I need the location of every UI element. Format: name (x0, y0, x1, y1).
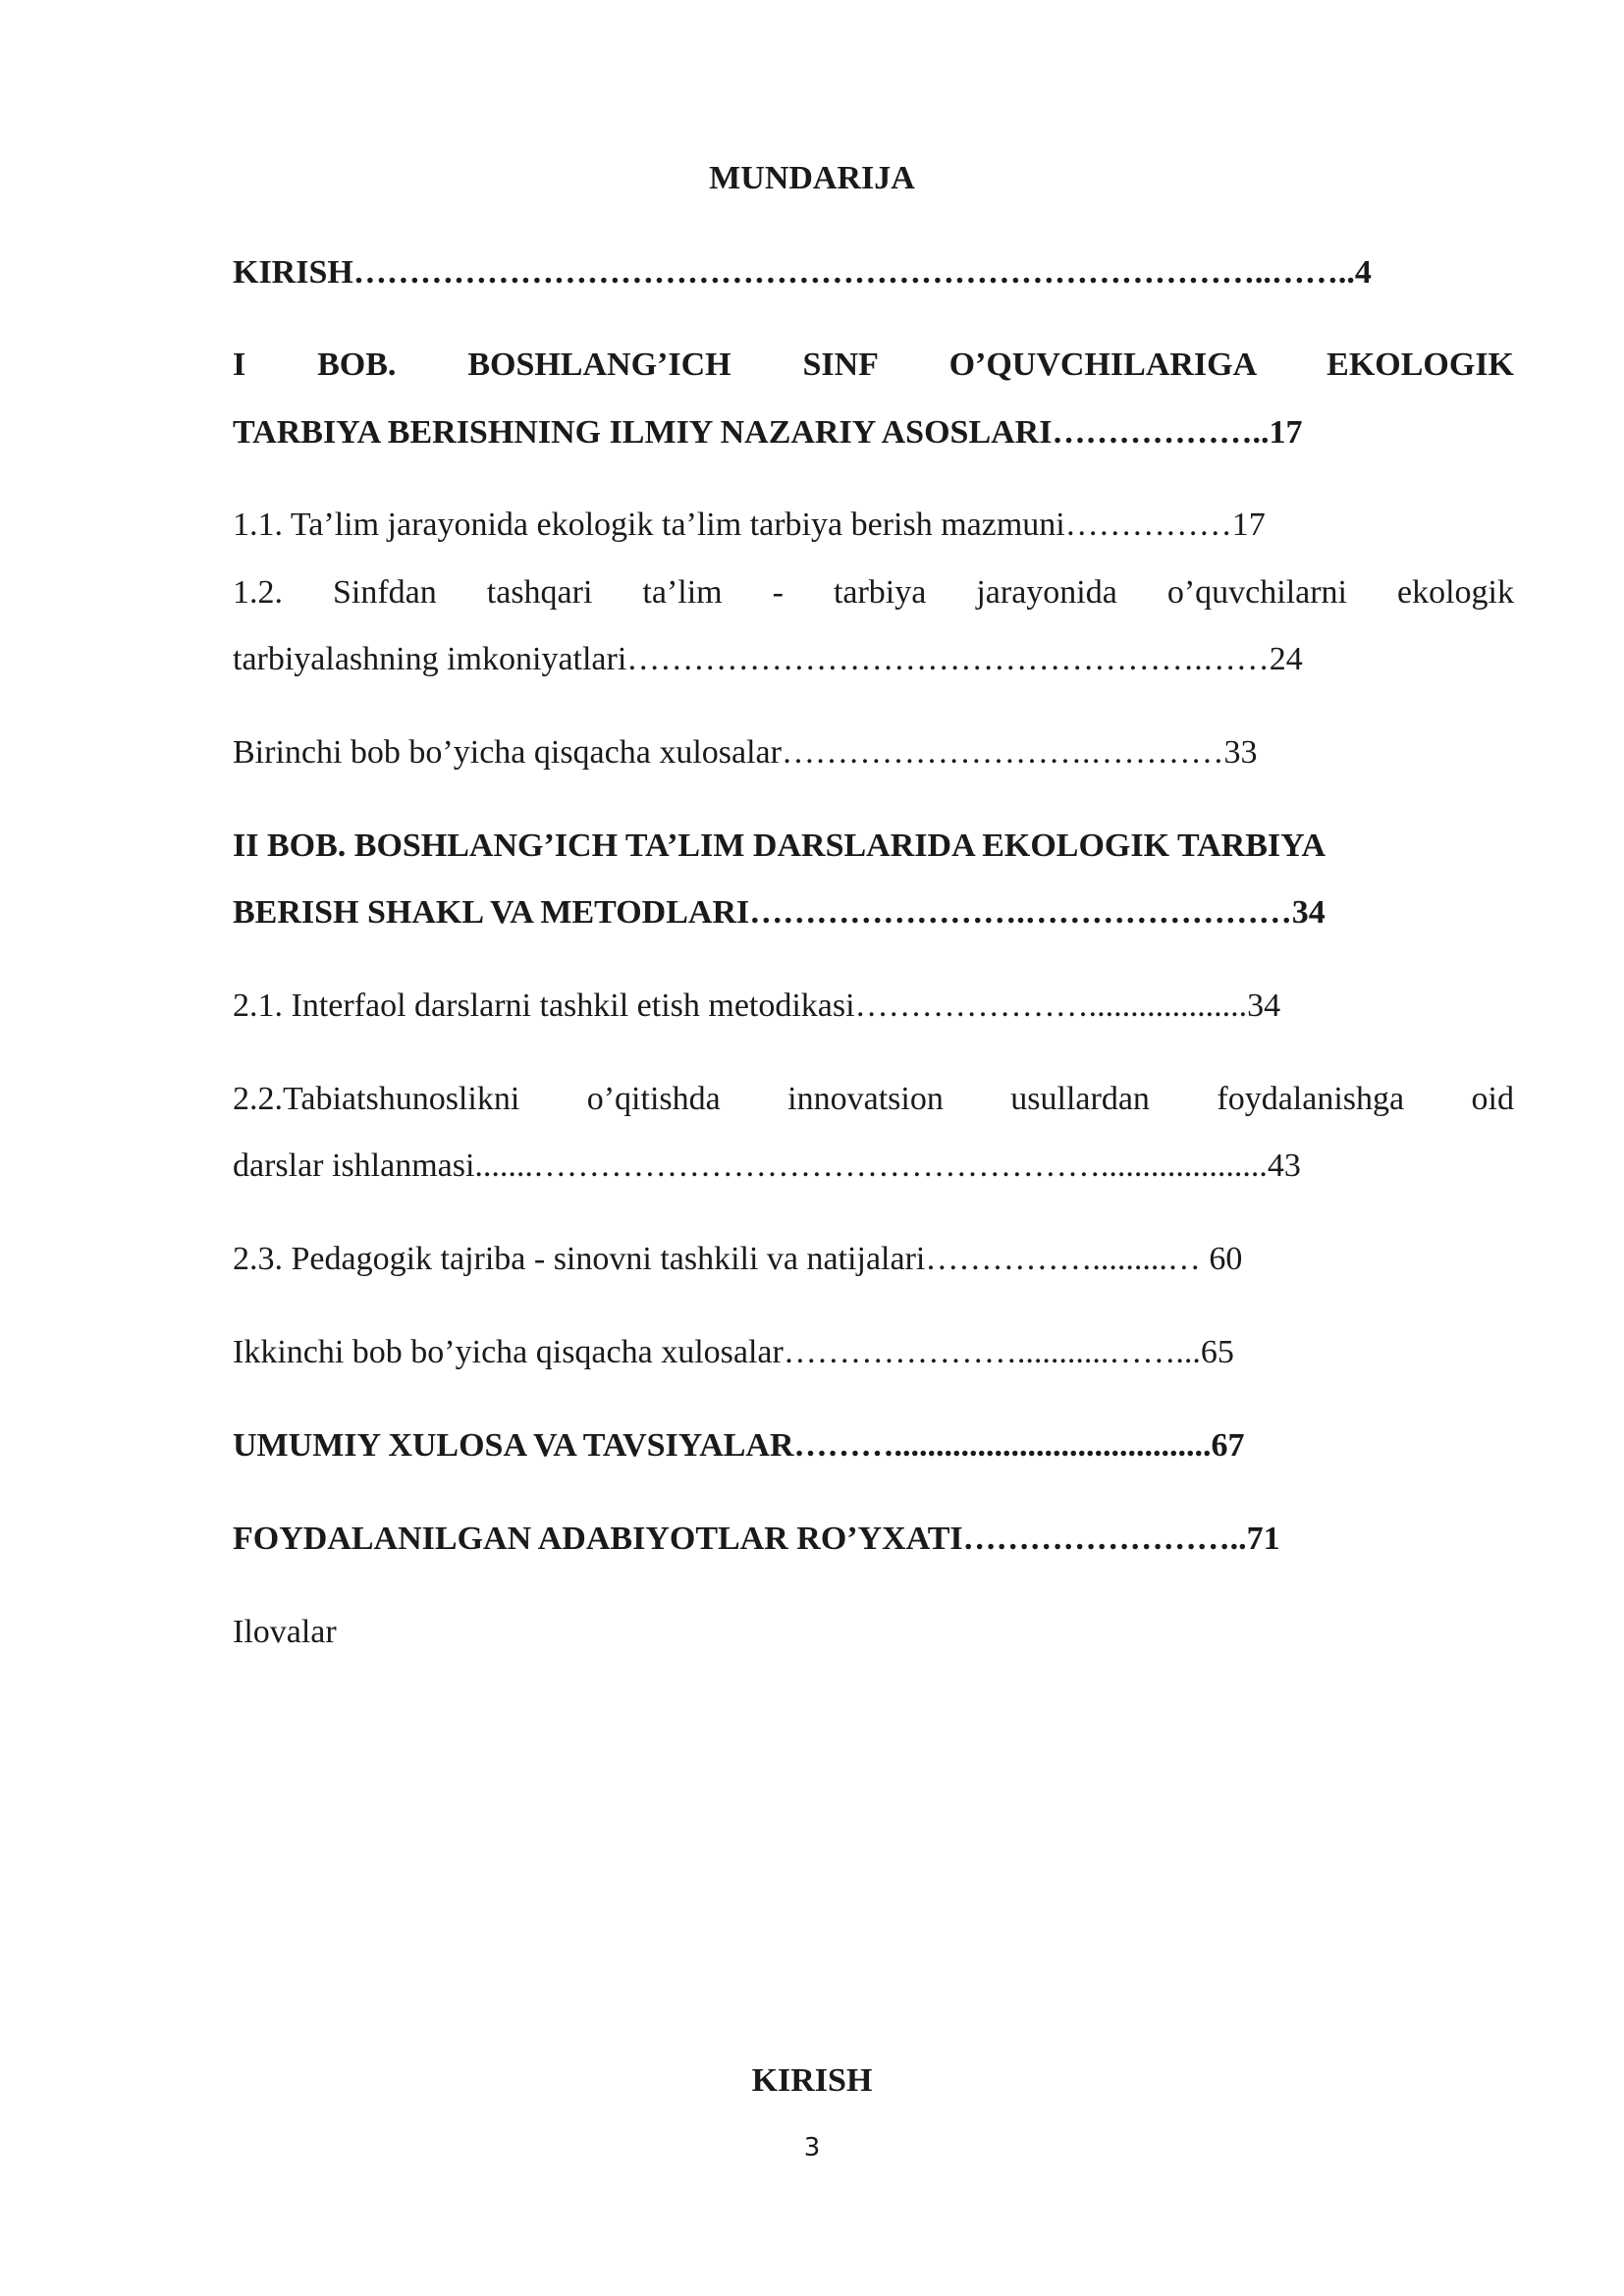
toc-entry-section-2-1: 2.1. Interfaol darslarni tashkil etish metodikasi…………………...................34 (233, 988, 1281, 1024)
toc-entry-bob1-summary: Birinchi bob bo’yicha qisqacha xulosalar……………………….…………33 (233, 734, 1258, 771)
toc-entry-bob1-title-line1: I BOB. BOSHLANG’ICH SINF O’QUVCHILARIGA EKOLOGIK (233, 347, 1514, 383)
toc-entry-section-2-2-line2: darslar ishlanmasi.......……………………………………………....................43 (233, 1148, 1301, 1184)
toc-entry-bob2-summary: Ikkinchi bob bo’yicha qisqacha xulosalar…………………...........……...65 (233, 1334, 1234, 1370)
toc-entry-section-1-2-line1: 1.2. Sinfdan tashqari ta’lim - tarbiya jarayonida o’quvchilarni ekologik (233, 574, 1514, 611)
toc-entry-references: FOYDALANILGAN ADABIYOTLAR RO’YXATI……………………..71 (233, 1521, 1280, 1557)
toc-entry-appendix: Ilovalar (233, 1614, 337, 1650)
toc-entry-conclusion: UMUMIY XULOSA VA TAVSIYALAR………......................................67 (233, 1427, 1245, 1464)
toc-entry-bob2-title-line1: II BOB. BOSHLANG’ICH TA’LIM DARSLARIDA EKOLOGIK TARBIYA (233, 828, 1326, 864)
toc-entry-section-2-3: 2.3. Pedagogik tajriba - sinovni tashkili va natijalari…………….........… 60 (233, 1241, 1243, 1277)
toc-entry-kirish: KIRISH………………………………………………………………………..……..4 (233, 254, 1372, 291)
toc-entry-section-1-1: 1.1. Ta’lim jarayonida ekologik ta’lim tarbiya berish mazmuni……………17 (233, 507, 1266, 543)
page-title: MUNDARIJA (709, 160, 915, 196)
toc-entry-section-2-2-line1: 2.2.Tabiatshunoslikni o’qitishda innovatsion usullardan foydalanishga oid (233, 1081, 1514, 1117)
page-number: 3 (803, 2133, 821, 2163)
toc-entry-bob2-title-line2: BERISH SHAKL VA METODLARI…………………….……………………34 (233, 894, 1326, 931)
next-section-heading: KIRISH (751, 2062, 873, 2099)
toc-entry-section-1-2-line2: tarbiyalashning imkoniyatlari…………………………………………….……24 (233, 641, 1303, 677)
toc-entry-bob1-title-line2: TARBIYA BERISHNING ILMIY NAZARIY ASOSLARI………………..17 (233, 414, 1303, 451)
